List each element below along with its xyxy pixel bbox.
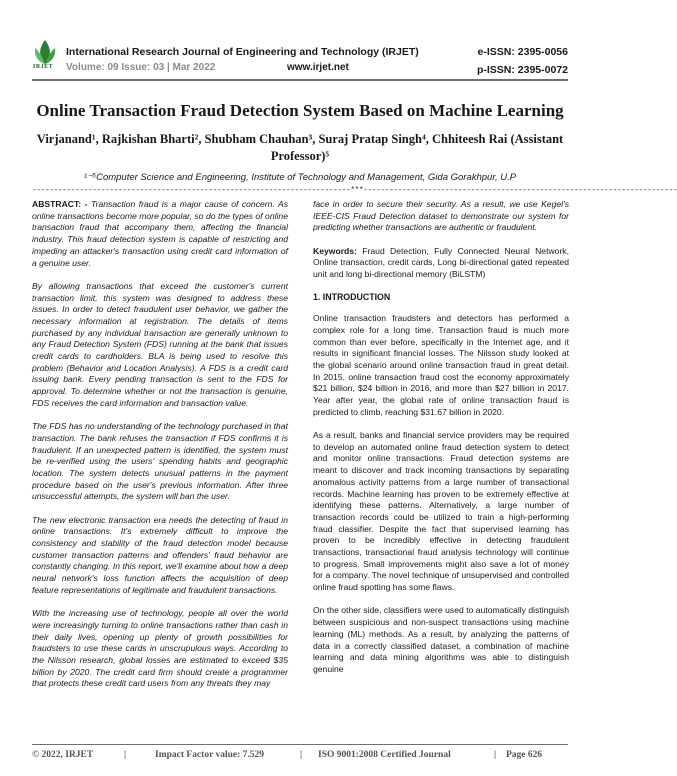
abstract-paragraph-5: With the increasing use of technology, people all over the world were increasingly turning to online transactions rather than cash in their daily lives, opening up plenty of growth possibilities for fraudsters to use these cards in unscrupulous ways. According to the Nilsson research, global losses are estimated to exceed $35 billion by 2020. The credit card firm should create a programmer that protects these credit card users from any threats they may [32,608,288,689]
header-divider [32,79,568,81]
abstract-label: ABSTRACT: - [32,199,88,209]
abstract-paragraph-3: The FDS has no understanding of the technology purchased in that transaction. The bank refuses the transaction if FDS confirms it is fraudulent. If an unexpected pattern is identified, the system must be re-verified using the users' spending habits and geographic location. The system detects unusual patterns in the payment procedure based on the user's previous information. After three unsuccessful attempts, the system will ban the user. [32,421,288,502]
p-issn: p-ISSN: 2395-0072 [476,64,568,76]
right-column [313,199,569,687]
intro-paragraph-2: As a result, banks and financial service providers may be required to develop an automated online fraud detection system to detect and monitor online transactions. Fraud detection systems are meant to discover and track incoming transactions by separating anomalous activity patterns from a large number of transactional records. Machine learning has proven to be extremely effective at identifying these patterns. Alternatively, a large number of transaction records could be utilized to train a high-performing fraud classifier. Despite the fact that supervised learning has proven to be incredibly effective in detecting fraudulent transactions, transactional fraud analysis technology will continue to progress. Small improvements might also save a lot of money for a company. The novel technique of unsupervised and controlled online fraud spotting has some flaws. [313,430,569,593]
abstract-continuation: face in order to secure their security. As a result, we use Kegel's IEEE-CIS Fraud Detection dataset to demonstrate our system for predicting whether transactions are authentic or fraudulent. [313,199,569,233]
footer-separator: | [494,750,497,760]
intro-paragraph-1: Online transaction fraudsters and detectors has performed a complex role for a long time. Transaction fraud is much more common than ever before, specifically in the Internet age, and it results in significant financial losses. The Nilsson study looked at the global scenario around online transaction fraud in great detail. In 2015, online transaction fraud cost the economy approximately $21 billion, $24 billion in 2016, and more than $27 billion in 2017. Year after year, the global rate of online transaction fraud is predicted to climb, reaching $31.67 billion in 2020. [313,313,569,417]
paper-authors: Virjanand¹, Rajkishan Bharti², Shubham Chauhan³, Suraj Pratap Singh⁴, Chhiteesh Rai (Assistant Professor)⁵ [36,132,564,163]
footer-separator: | [300,750,303,760]
abstract-text: Transaction fraud is a major cause of concern. As online transactions become more popular, so do the types of online transaction fraud that accompany them, affecting the financial industry. This fraud detection system is capable of restricting and impeding an attacker's transaction using credit card information of a genuine user. [32,199,288,268]
journal-name: International Research Journal of Engineering and Technology (IRJET) [66,46,419,58]
issue-info: Volume: 09 Issue: 03 | Mar 2022 [66,62,216,73]
footer-iso: ISO 9001:2008 Certified Journal [318,750,451,760]
abstract-paragraph-2: By allowing transactions that exceed the customer's current transaction limit, this system was designed to address these issues. In order to detect fraudulent user behavior, we gather the necessary information at registration. The details of items purchased by any individual transaction are generally unknown to any Fraud Detection System (FDS) running at the bank that issues credit cards to cardholders. BLA is being used to resolve this problem (Behavior and Location Analysis). A FDS is a credit card issuing bank. Every pending transaction is sent to the FDS for approval. To determine whether or not the transaction is genuine, FDS receives the card information and transaction value. [32,280,288,408]
footer-copyright: © 2022, IRJET [32,750,94,760]
introduction-heading: 1. INTRODUCTION [313,292,391,303]
keywords-label: Keywords: [313,245,357,256]
affiliation: ¹⁻⁵Computer Science and Engineering, Institute of Technology and Management, Gida Gorakhpur, U.P [83,172,517,183]
left-column [32,199,288,702]
keywords-paragraph [313,246,569,281]
e-issn: e-ISSN: 2395-0056 [477,46,568,58]
intro-paragraph-3: On the other side, classifiers were used to automatically distinguish between suspicious and non-suspect transactions using machine learning (ML) methods. As a result, by analyzing the patterns of data in a correctly classified dataset, a combination of machine learning and data mining algorithms was able to distinguish genuine [313,605,569,674]
footer-impact-factor: Impact Factor value: 7.529 [155,750,265,760]
footer-separator: | [124,750,127,760]
footer-divider [32,744,568,745]
journal-header [0,0,600,82]
keywords-text: Fraud Detection, Fully Connected Neural Network, Online transaction, credit cards, Long bi-directional gated repeated unit and long bi-directional memory (BiLSTM) [313,245,569,280]
website-link[interactable]: www.irjet.net [287,62,349,73]
paper-title: Online Transaction Fraud Detection System Based on Machine Learning [36,101,564,120]
logo-text: IRJET [33,64,54,70]
footer-page-number: Page 626 [506,750,543,760]
abstract-paragraph-4: The new electronic transaction era needs the detecting of fraud in online transactions. It's extremely difficult to improve the consistency and stability of the fraud detection model because customer transaction patterns and offenders' fraud behavior are constantly changing. In this report, we'll examine about how a deep neural network's loss function affects the acquisition of deep feature representations of legitimate and fraudulent transactions. [32,514,288,595]
abstract-paragraph [32,199,288,269]
section-separator: --------------------------------------------------------------------------***------------------------------------------------------------------------- [32,186,677,195]
